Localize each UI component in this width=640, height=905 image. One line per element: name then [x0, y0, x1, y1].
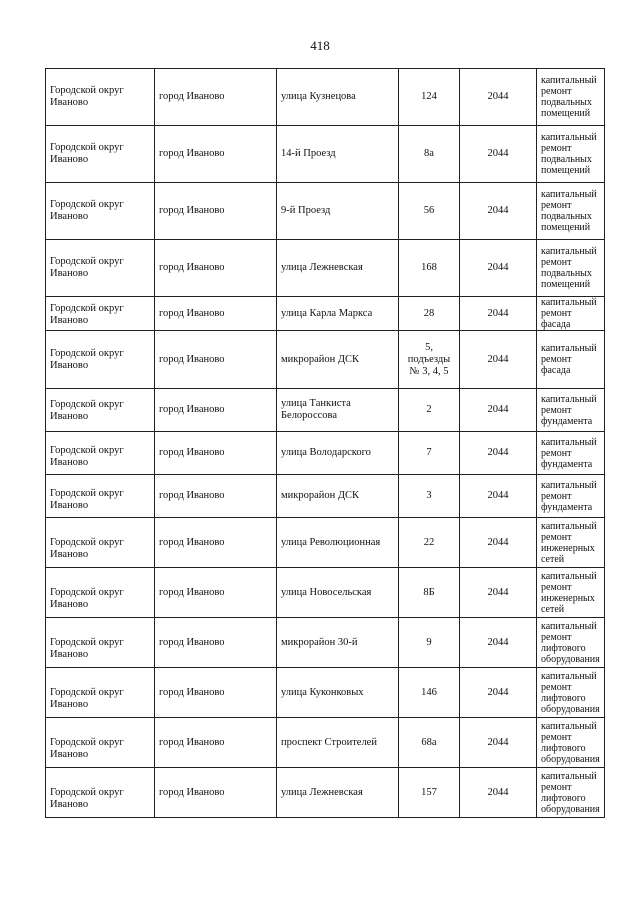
- cell-work: капитальный ремонт лифтового оборудования: [537, 668, 605, 718]
- cell-gorod: город Иваново: [155, 183, 277, 240]
- table-row: [46, 331, 605, 389]
- table-row: [46, 618, 605, 668]
- cell-work: капитальный ремонт фасада: [537, 331, 605, 389]
- table-row: [46, 475, 605, 518]
- table-row: [46, 768, 605, 818]
- cell-okrug: Городской округ Иваново: [46, 389, 155, 432]
- cell-house: 68а: [399, 718, 460, 768]
- cell-work: капитальный ремонт подвальных помещений: [537, 183, 605, 240]
- cell-okrug: Городской округ Иваново: [46, 297, 155, 331]
- cell-year: 2044: [460, 297, 537, 331]
- cell-okrug: Городской округ Иваново: [46, 768, 155, 818]
- cell-street: улица Лежневская: [277, 768, 399, 818]
- cell-year: 2044: [460, 668, 537, 718]
- cell-work: капитальный ремонт подвальных помещений: [537, 126, 605, 183]
- cell-okrug: Городской округ Иваново: [46, 183, 155, 240]
- cell-street: улица Новосельская: [277, 568, 399, 618]
- cell-okrug: Городской округ Иваново: [46, 432, 155, 475]
- cell-year: 2044: [460, 69, 537, 126]
- cell-street: улица Кузнецова: [277, 69, 399, 126]
- cell-year: 2044: [460, 518, 537, 568]
- table-row: [46, 518, 605, 568]
- cell-work: капитальный ремонт лифтового оборудования: [537, 768, 605, 818]
- cell-year: 2044: [460, 568, 537, 618]
- cell-street: 14-й Проезд: [277, 126, 399, 183]
- cell-year: 2044: [460, 618, 537, 668]
- cell-okrug: Городской округ Иваново: [46, 475, 155, 518]
- cell-house: 28: [399, 297, 460, 331]
- cell-house: 3: [399, 475, 460, 518]
- cell-work: капитальный ремонт фундамента: [537, 389, 605, 432]
- cell-gorod: город Иваново: [155, 568, 277, 618]
- cell-okrug: Городской округ Иваново: [46, 126, 155, 183]
- cell-street: микрорайон 30-й: [277, 618, 399, 668]
- cell-year: 2044: [460, 183, 537, 240]
- cell-gorod: город Иваново: [155, 126, 277, 183]
- cell-gorod: город Иваново: [155, 331, 277, 389]
- cell-street: улица Володарского: [277, 432, 399, 475]
- cell-house: 8а: [399, 126, 460, 183]
- cell-work: капитальный ремонт подвальных помещений: [537, 69, 605, 126]
- cell-year: 2044: [460, 126, 537, 183]
- table-row: [46, 432, 605, 475]
- cell-gorod: город Иваново: [155, 718, 277, 768]
- cell-year: 2044: [460, 240, 537, 297]
- cell-work: капитальный ремонт лифтового оборудования: [537, 718, 605, 768]
- cell-gorod: город Иваново: [155, 768, 277, 818]
- table-row: [46, 69, 605, 126]
- repair-schedule-table: [45, 68, 605, 818]
- cell-house: 7: [399, 432, 460, 475]
- cell-work: капитальный ремонт инженерных сетей: [537, 518, 605, 568]
- cell-work: капитальный ремонт лифтового оборудования: [537, 618, 605, 668]
- cell-work: капитальный ремонт подвальных помещений: [537, 240, 605, 297]
- cell-street: улица Лежневская: [277, 240, 399, 297]
- cell-gorod: город Иваново: [155, 618, 277, 668]
- cell-gorod: город Иваново: [155, 240, 277, 297]
- cell-house: 2: [399, 389, 460, 432]
- cell-okrug: Городской округ Иваново: [46, 718, 155, 768]
- cell-work: капитальный ремонт фундамента: [537, 432, 605, 475]
- cell-street: улица Карла Маркса: [277, 297, 399, 331]
- cell-okrug: Городской округ Иваново: [46, 69, 155, 126]
- cell-work: капитальный ремонт фасада: [537, 297, 605, 331]
- cell-house: 146: [399, 668, 460, 718]
- cell-year: 2044: [460, 768, 537, 818]
- cell-okrug: Городской округ Иваново: [46, 240, 155, 297]
- cell-house: 56: [399, 183, 460, 240]
- cell-gorod: город Иваново: [155, 389, 277, 432]
- cell-street: улица Танкиста Белороссова: [277, 389, 399, 432]
- table-row: [46, 126, 605, 183]
- cell-year: 2044: [460, 331, 537, 389]
- cell-house: 157: [399, 768, 460, 818]
- cell-house: 8Б: [399, 568, 460, 618]
- cell-okrug: Городской округ Иваново: [46, 618, 155, 668]
- table-row: [46, 568, 605, 618]
- cell-year: 2044: [460, 475, 537, 518]
- table-row: [46, 668, 605, 718]
- cell-okrug: Городской округ Иваново: [46, 518, 155, 568]
- cell-okrug: Городской округ Иваново: [46, 331, 155, 389]
- cell-street: проспект Строителей: [277, 718, 399, 768]
- cell-gorod: город Иваново: [155, 69, 277, 126]
- cell-gorod: город Иваново: [155, 297, 277, 331]
- cell-street: микрорайон ДСК: [277, 331, 399, 389]
- cell-gorod: город Иваново: [155, 432, 277, 475]
- cell-house: 22: [399, 518, 460, 568]
- cell-street: улица Революционная: [277, 518, 399, 568]
- cell-street: улица Куконковых: [277, 668, 399, 718]
- table-row: [46, 183, 605, 240]
- cell-gorod: город Иваново: [155, 518, 277, 568]
- cell-house: 124: [399, 69, 460, 126]
- cell-work: капитальный ремонт фундамента: [537, 475, 605, 518]
- cell-year: 2044: [460, 718, 537, 768]
- cell-house: 168: [399, 240, 460, 297]
- cell-okrug: Городской округ Иваново: [46, 668, 155, 718]
- table-row: [46, 297, 605, 331]
- cell-house: 5, подъезды № 3, 4, 5: [399, 331, 460, 389]
- table-row: [46, 240, 605, 297]
- table-row: [46, 718, 605, 768]
- table-row: [46, 389, 605, 432]
- page-number: 418: [310, 38, 330, 53]
- cell-work: капитальный ремонт инженерных сетей: [537, 568, 605, 618]
- cell-street: 9-й Проезд: [277, 183, 399, 240]
- cell-street: микрорайон ДСК: [277, 475, 399, 518]
- cell-gorod: город Иваново: [155, 475, 277, 518]
- cell-gorod: город Иваново: [155, 668, 277, 718]
- cell-okrug: Городской округ Иваново: [46, 568, 155, 618]
- cell-year: 2044: [460, 432, 537, 475]
- cell-house: 9: [399, 618, 460, 668]
- cell-year: 2044: [460, 389, 537, 432]
- table-body: [46, 69, 605, 818]
